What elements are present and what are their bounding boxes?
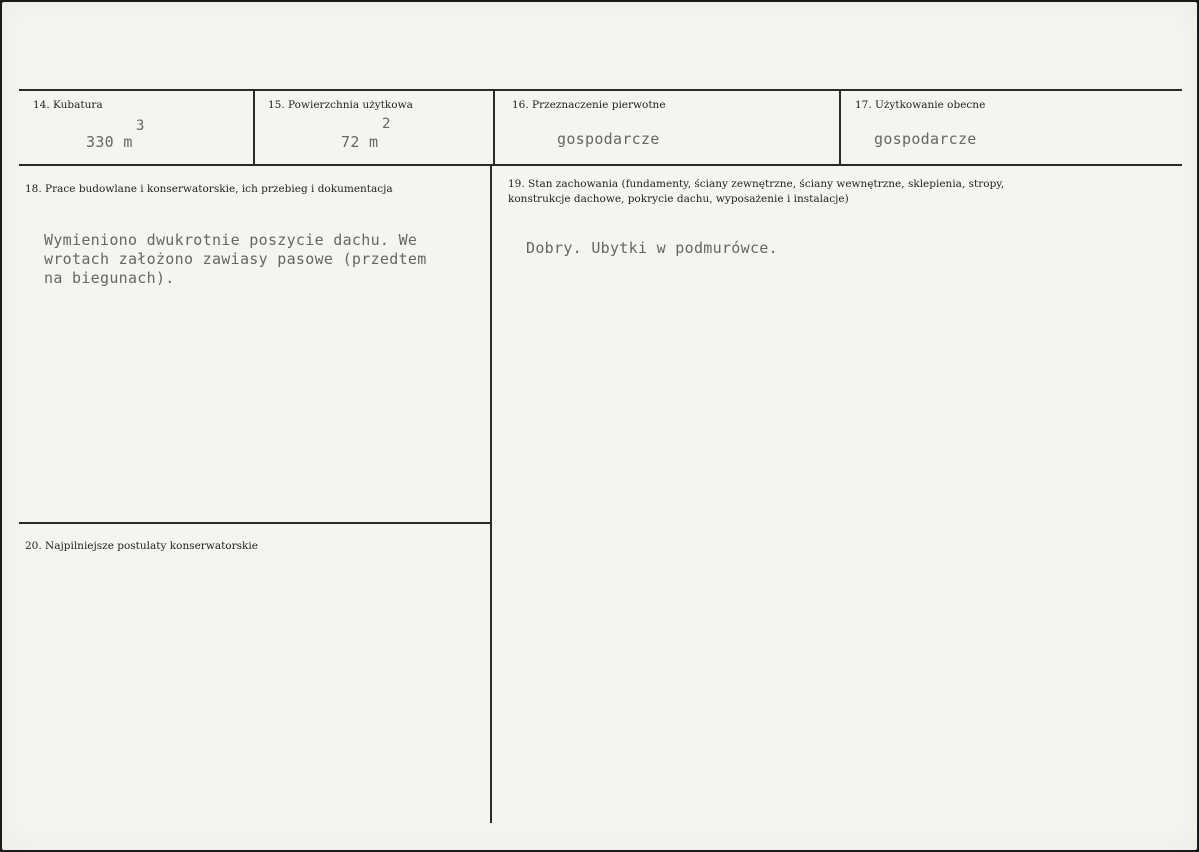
field-18-label: 18. Prace budowlane i konserwatorskie, ich przebieg i dokumentacja [25,183,393,195]
field-16-value: gospodarcze [557,130,660,148]
field-19-value: Dobry. Ubytki w podmurówce. [526,239,778,257]
divider-15-16 [493,90,495,165]
field-18-line-3: na biegunach). [44,269,175,287]
field-14-exponent: 3 [136,118,145,134]
field-15-label: 15. Powierzchnia użytkowa [268,99,413,111]
field-17-label: 17. Użytkowanie obecne [855,99,986,111]
field-19-label-line-1: 19. Stan zachowania (fundamenty, ściany zewnętrzne, ściany wewnętrzne, sklepienia, stropy, [508,178,1005,190]
record-card [2,2,1197,850]
row1-bottom-rule [19,164,1182,166]
field-19-label-line-2: konstrukcje dachowe, pokrycie dachu, wyposażenie i instalacje) [508,193,849,205]
field-18-line-1: Wymieniono dwukrotnie poszycie dachu. We [44,231,418,249]
rule-18-20 [19,522,491,524]
field-14-label: 14. Kubatura [33,99,103,111]
field-17-value: gospodarcze [874,130,977,148]
field-18-line-2: wrotach założono zawiasy pasowe (przedtem [44,250,427,268]
divider-18-19 [490,165,492,823]
divider-16-17 [839,90,841,165]
field-15-value: 72 m [341,133,379,151]
field-14-value: 330 m [86,133,133,151]
field-20-label: 20. Najpilniejsze postulaty konserwatorskie [25,540,258,552]
field-16-label: 16. Przeznaczenie pierwotne [512,99,666,111]
field-15-exponent: 2 [382,116,391,132]
divider-14-15 [253,90,255,165]
top-rule [19,89,1182,91]
